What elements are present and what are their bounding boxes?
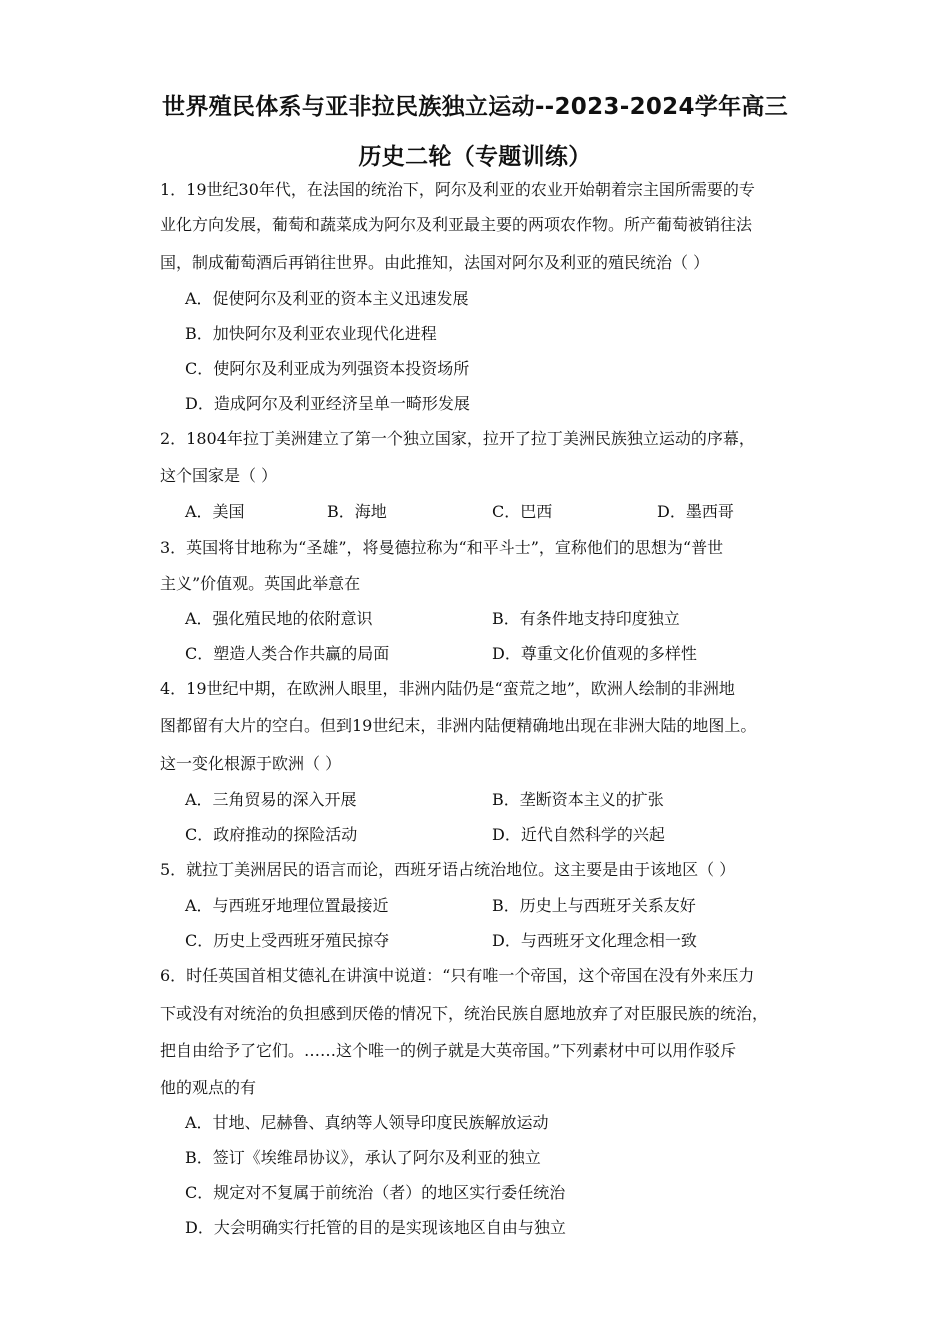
question-stem-line: 2．1804年拉丁美洲建立了第一个独立国家，拉开了拉丁美洲民族独立运动的序幕， [160, 429, 755, 448]
title-line-2: 历史二轮（专题训练） [358, 144, 592, 170]
question-stem-line: 图都留有大片的空白。但到19世纪末，非洲内陆便精确地出现在非洲大陆的地图上。 [160, 716, 757, 735]
option-a: A．与西班牙地理位置最接近 [185, 896, 389, 915]
option-d: D．近代自然科学的兴起 [492, 825, 665, 844]
question-stem-line: 下或没有对统治的负担感到厌倦的情况下，统治民族自愿地放弃了对臣服民族的统治， [160, 1004, 769, 1023]
option-a: A．美国 [185, 502, 245, 521]
option-c: C．历史上受西班牙殖民掠夺 [185, 931, 390, 950]
option-d: D．与西班牙文化理念相一致 [492, 931, 697, 950]
option-d: D．大会明确实行托管的目的是实现该地区自由与独立 [185, 1218, 566, 1237]
question-stem-line: 他的观点的有 [160, 1078, 257, 1097]
option-b: B．加快阿尔及利亚农业现代化进程 [185, 324, 437, 343]
question-stem-line: 这个国家是（ ） [160, 466, 278, 485]
option-c: C．规定对不复属于前统治（者）的地区实行委任统治 [185, 1183, 566, 1202]
option-d: D．墨西哥 [657, 502, 734, 521]
question-stem-line: 这一变化根源于欧洲（ ） [160, 754, 342, 773]
title-line-1: 世界殖民体系与亚非拉民族独立运动--2023-2024学年高三 [162, 94, 788, 120]
question-stem-line: 4．19世纪中期，在欧洲人眼里，非洲内陆仍是“蛮荒之地”，欧洲人绘制的非洲地 [160, 679, 735, 698]
question-stem-line: 把自由给予了它们。……这个唯一的例子就是大英帝国。”下列素材中可以用作驳斥 [160, 1041, 737, 1060]
question-stem-line: 3．英国将甘地称为“圣雄”，将曼德拉称为“和平斗士”，宣称他们的思想为“普世 [160, 538, 724, 557]
option-c: C．政府推动的探险活动 [185, 825, 358, 844]
option-a: A．甘地、尼赫鲁、真纳等人领导印度民族解放运动 [185, 1113, 549, 1132]
question-stem-line: 6．时任英国首相艾德礼在讲演中说道：“只有唯一个帝国，这个帝国在没有外来压力 [160, 966, 755, 985]
question-stem-line: 国，制成葡萄酒后再销往世界。由此推知，法国对阿尔及利亚的殖民统治（ ） [160, 253, 710, 272]
option-d: D．尊重文化价值观的多样性 [492, 644, 697, 663]
option-b: B．有条件地支持印度独立 [492, 609, 680, 628]
question-stem-line: 主义”价值观。英国此举意在 [160, 574, 361, 593]
question-stem-line: 5．就拉丁美洲居民的语言而论，西班牙语占统治地位。这主要是由于该地区（ ） [160, 860, 736, 879]
option-d: D．造成阿尔及利亚经济呈单一畸形发展 [185, 394, 470, 413]
option-c: C．塑造人类合作共赢的局面 [185, 644, 390, 663]
option-a: A．促使阿尔及利亚的资本主义迅速发展 [185, 289, 469, 308]
option-b: B．海地 [327, 502, 387, 521]
option-b: B．垄断资本主义的扩张 [492, 790, 664, 809]
question-stem-line: 1．19世纪30年代，在法国的统治下，阿尔及利亚的农业开始朝着宗主国所需要的专 [160, 180, 755, 199]
option-c: C．巴西 [492, 502, 553, 521]
option-a: A．强化殖民地的依附意识 [185, 609, 373, 628]
option-c: C．使阿尔及利亚成为列强资本投资场所 [185, 359, 470, 378]
option-b: B．历史上与西班牙关系友好 [492, 896, 696, 915]
option-a: A．三角贸易的深入开展 [185, 790, 357, 809]
question-stem-line: 业化方向发展，葡萄和蔬菜成为阿尔及利亚最主要的两项农作物。所产葡萄被销往法 [160, 215, 753, 234]
option-b: B．签订《埃维昂协议》，承认了阿尔及利亚的独立 [185, 1148, 541, 1167]
